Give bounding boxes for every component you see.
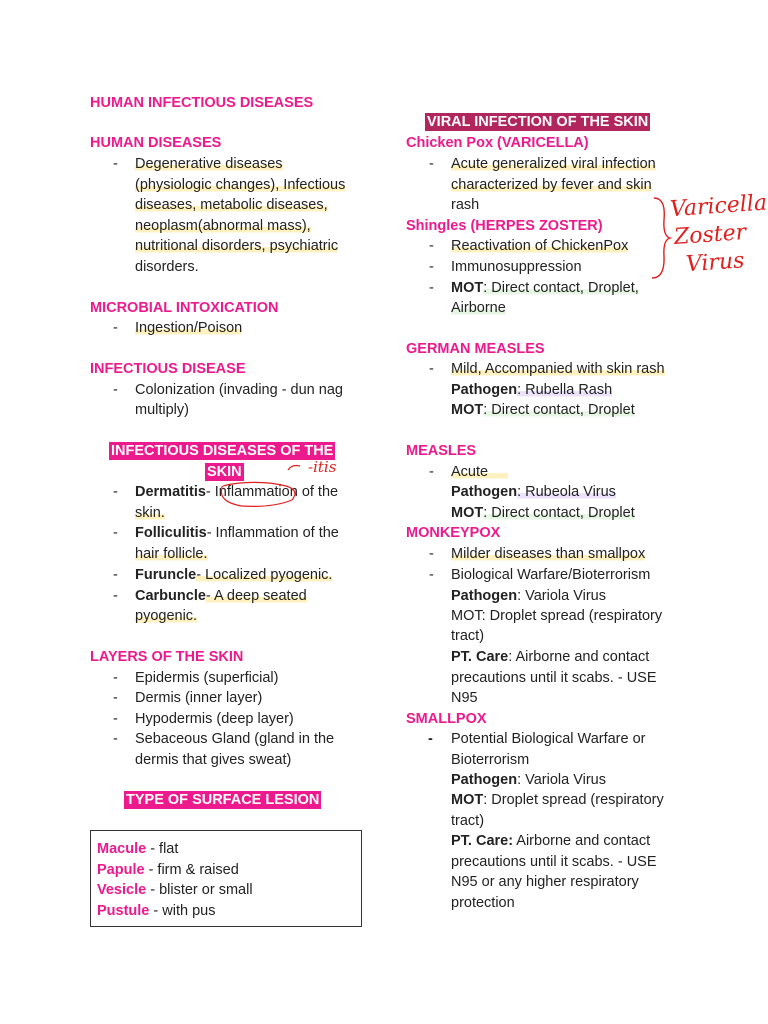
section-heading-infectious: INFECTIOUS DISEASE <box>90 361 246 377</box>
list-item-continued: nutritional disorders, psychiatric <box>135 238 339 254</box>
list-dash: - <box>113 484 118 500</box>
section-heading-german-measles: GERMAN MEASLES <box>406 341 545 357</box>
section-heading-smallpox: SMALLPOX <box>406 711 487 727</box>
list-item-continued: skin. <box>135 505 165 521</box>
list-dash: - <box>113 711 118 727</box>
list-item-continued: Bioterrorism <box>451 752 530 768</box>
list-dash: - <box>113 567 118 583</box>
care-line-continued: protection <box>451 895 515 911</box>
mot-line-continued: tract) <box>451 813 485 829</box>
list-dash: - <box>113 588 118 604</box>
section-heading-measles: MEASLES <box>406 443 477 459</box>
list-item: Milder diseases than smallpox <box>451 546 646 562</box>
list-item-continued: dermis that gives sweat) <box>135 752 292 768</box>
care-line-continued: N95 or any higher respiratory <box>451 874 639 890</box>
pathogen-line: Pathogen: Variola Virus <box>451 588 606 604</box>
list-dash: - <box>428 731 433 747</box>
list-item: Acute generalized viral infection <box>451 156 656 172</box>
circle-annotation <box>202 458 302 514</box>
list-item-continued: pyogenic. <box>135 608 198 624</box>
list-item-continued: Airborne <box>451 300 506 316</box>
list-item-continued: (physiologic changes), Infectious <box>135 177 346 193</box>
list-item: Furuncle- Localized pyogenic. <box>135 567 333 583</box>
list-item-continued: rash <box>451 197 480 213</box>
list-dash: - <box>429 546 434 562</box>
list-dash: - <box>429 361 434 377</box>
section-heading-chickenpox: Chicken Pox (VARICELLA) <box>406 135 589 151</box>
list-item: Ingestion/Poison <box>135 320 243 336</box>
section-heading-skin-diseases: INFECTIOUS DISEASES OF THE <box>111 443 334 459</box>
list-dash: - <box>113 690 118 706</box>
itis-note: -itis <box>308 458 337 476</box>
lesion-row: Papule - firm & raised <box>97 862 239 878</box>
list-item: Colonization (invading - dun nag <box>135 382 343 398</box>
list-item-continued: multiply) <box>135 402 189 418</box>
list-item: Biological Warfare/Bioterrorism <box>451 567 651 583</box>
list-item-continued: disorders. <box>135 259 199 275</box>
list-item: Potential Biological Warfare or <box>451 731 646 747</box>
pathogen-line: Pathogen: Rubella Rash <box>451 382 613 398</box>
mot-line: MOT: Droplet spread (respiratory <box>451 608 663 624</box>
lesion-row: Macule - flat <box>97 841 179 857</box>
list-dash: - <box>429 259 434 275</box>
care-line-continued: N95 <box>451 690 478 706</box>
pathogen-line: Pathogen: Rubeola Virus <box>451 484 616 500</box>
mot-line: MOT: Droplet spread (respiratory <box>451 792 664 808</box>
pathogen-line: Pathogen: Variola Virus <box>451 772 606 788</box>
mot-line: MOT: Direct contact, Droplet <box>451 505 635 521</box>
list-item: Folliculitis- Inflammation of the <box>135 525 339 541</box>
section-heading-shingles: Shingles (HERPES ZOSTER) <box>406 218 603 234</box>
list-dash: - <box>113 670 118 686</box>
section-heading-human-diseases: HUMAN DISEASES <box>90 135 222 151</box>
list-item-continued: characterized by fever and skin <box>451 177 652 193</box>
document-title: HUMAN INFECTIOUS DISEASES <box>90 95 314 111</box>
lesion-row: Vesicle - blister or small <box>97 882 253 898</box>
care-line: PT. Care: Airborne and contact <box>451 649 650 665</box>
list-dash: - <box>113 525 118 541</box>
mot-line-continued: tract) <box>451 628 485 644</box>
handwritten-line: Virus <box>685 248 746 278</box>
list-item: Acute <box>451 463 508 481</box>
section-heading-skin-diseases-line2: SKIN <box>207 464 242 480</box>
section-heading-layers: LAYERS OF THE SKIN <box>90 649 244 665</box>
list-item: Sebaceous Gland (gland in the <box>135 731 335 747</box>
list-item-continued: diseases, metabolic diseases, <box>135 197 328 213</box>
handwritten-line: Zoster <box>673 220 747 251</box>
list-item-continued: hair follicle. <box>135 546 208 562</box>
list-dash: - <box>113 156 118 172</box>
list-item: Immunosuppression <box>451 259 582 275</box>
mot-line: MOT: Direct contact, Droplet <box>451 402 635 418</box>
care-line-continued: precautions until it scabs. - USE <box>451 670 657 686</box>
handwritten-line: Varicella <box>669 190 768 223</box>
list-dash: - <box>429 464 434 480</box>
list-dash: - <box>113 731 118 747</box>
care-line: PT. Care: Airborne and contact <box>451 833 651 849</box>
list-item: Hypodermis (deep layer) <box>135 711 294 727</box>
list-dash: - <box>429 280 434 296</box>
section-heading-monkeypox: MONKEYPOX <box>406 525 501 541</box>
list-item: Degenerative diseases <box>135 156 283 172</box>
list-dash: - <box>113 320 118 336</box>
care-line-continued: precautions until it scabs. - USE <box>451 854 657 870</box>
list-item: Dermatitis- Inflammation of the <box>135 484 339 500</box>
section-heading-viral: VIRAL INFECTION OF THE SKIN <box>427 114 649 130</box>
list-item: Mild, Accompanied with skin rash <box>451 361 665 377</box>
list-dash: - <box>429 238 434 254</box>
list-item: Dermis (inner layer) <box>135 690 263 706</box>
list-dash: - <box>113 382 118 398</box>
list-item: Reactivation of ChickenPox <box>451 238 629 254</box>
section-heading-microbial: MICROBIAL INTOXICATION <box>90 300 279 316</box>
lesion-table <box>90 830 362 927</box>
list-dash: - <box>429 567 434 583</box>
list-item-continued: neoplasm(abnormal mass), <box>135 218 311 234</box>
list-dash: - <box>429 156 434 172</box>
lesion-row: Pustule - with pus <box>97 903 216 919</box>
list-item: Epidermis (superficial) <box>135 670 279 686</box>
list-item: Carbuncle- A deep seated <box>135 588 307 604</box>
handwritten-note <box>669 190 767 280</box>
list-item: MOT: Direct contact, Droplet, <box>451 280 639 296</box>
section-heading-lesion: TYPE OF SURFACE LESION <box>126 792 320 808</box>
